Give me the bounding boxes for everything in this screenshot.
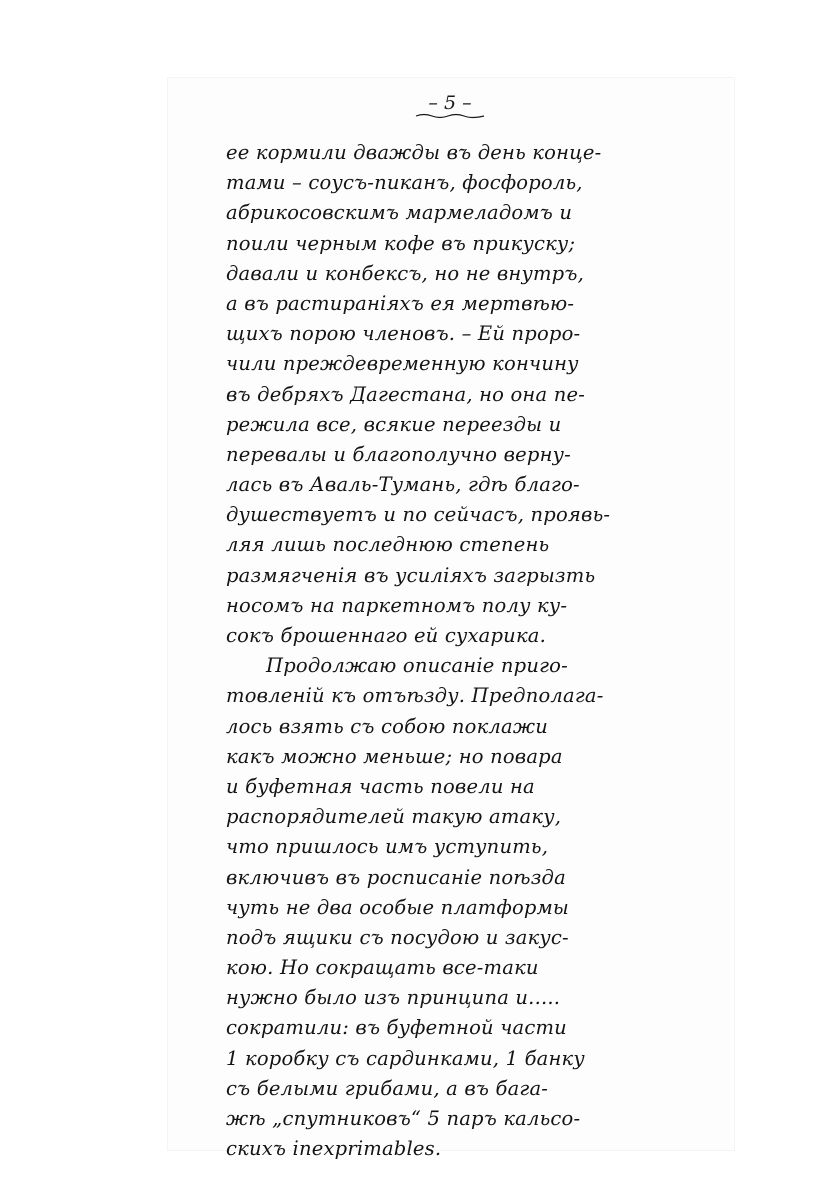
page-number-flourish <box>414 112 486 120</box>
text-line: режила все, всякие переезды и <box>226 412 562 436</box>
text-line: распорядителей такую атаку, <box>226 805 562 829</box>
text-line: съ белыми грибами, а въ бага- <box>226 1076 549 1100</box>
text-line: включивъ въ росписанiе поѣзда <box>226 865 566 889</box>
paragraph-start-line: Продолжаю описанiе приго- <box>266 654 568 678</box>
page-number: – 5 – <box>428 92 472 114</box>
text-line: поили черным кофе въ прикуску; <box>226 231 576 255</box>
text-line: сократили: въ буфетной части <box>226 1016 567 1040</box>
text-line: въ дебряхъ Дагестана, но она пе- <box>226 382 585 406</box>
text-line: ляя лишь последнюю степень <box>226 533 550 557</box>
text-line: размягченiя въ усилiяхъ загрызть <box>226 563 596 587</box>
text-line: сокъ брошеннаго ей сухарика. <box>226 624 547 647</box>
text-line: что пришлось имъ уступить, <box>226 835 549 859</box>
text-line: подъ ящики съ посудою и закус- <box>226 925 569 949</box>
text-line: чили преждевременную кончину <box>226 352 579 376</box>
text-line: и буфетная часть повели на <box>226 774 535 798</box>
text-line: душествуетъ и по сейчасъ, проявь- <box>226 503 611 527</box>
text-line: чуть не два особые платформы <box>226 895 570 919</box>
handwritten-text-block <box>226 138 666 1164</box>
text-line: а въ растиранiяхъ ея мертвѣю- <box>226 291 575 315</box>
text-line: щихъ порою членовъ. – Ей проро- <box>226 322 581 346</box>
text-line: товленiй къ отъѣзду. Предполага- <box>226 684 604 708</box>
text-line: ее кормили дважды въ день конце- <box>226 141 602 164</box>
text-line: носомъ на паркетномъ полу ку- <box>226 593 568 617</box>
text-line: лось взять съ собою поклажи <box>226 714 548 738</box>
text-line: абрикосовскимъ мармеладомъ и <box>226 201 573 225</box>
text-line: нужно было изъ принципа и..... <box>226 986 561 1010</box>
text-line: тами – соусъ-пиканъ, фосфороль, <box>226 171 583 195</box>
text-line: лась въ Аваль-Тумань, гдѣ благо- <box>226 473 580 497</box>
text-line: жѣ „спутниковъ“ 5 паръ кальсо- <box>226 1107 581 1130</box>
text-line: 1 коробку съ сардинками, 1 банку <box>226 1046 585 1070</box>
text-line: кою. Но сокращать все-таки <box>226 956 539 980</box>
text-line: давали и конбексъ, но не внутръ, <box>226 261 584 285</box>
text-line: скихъ inexprimables. <box>226 1137 442 1161</box>
text-line: перевалы и благополучно верну- <box>226 442 571 466</box>
text-line: какъ можно меньше; но повара <box>226 744 563 768</box>
